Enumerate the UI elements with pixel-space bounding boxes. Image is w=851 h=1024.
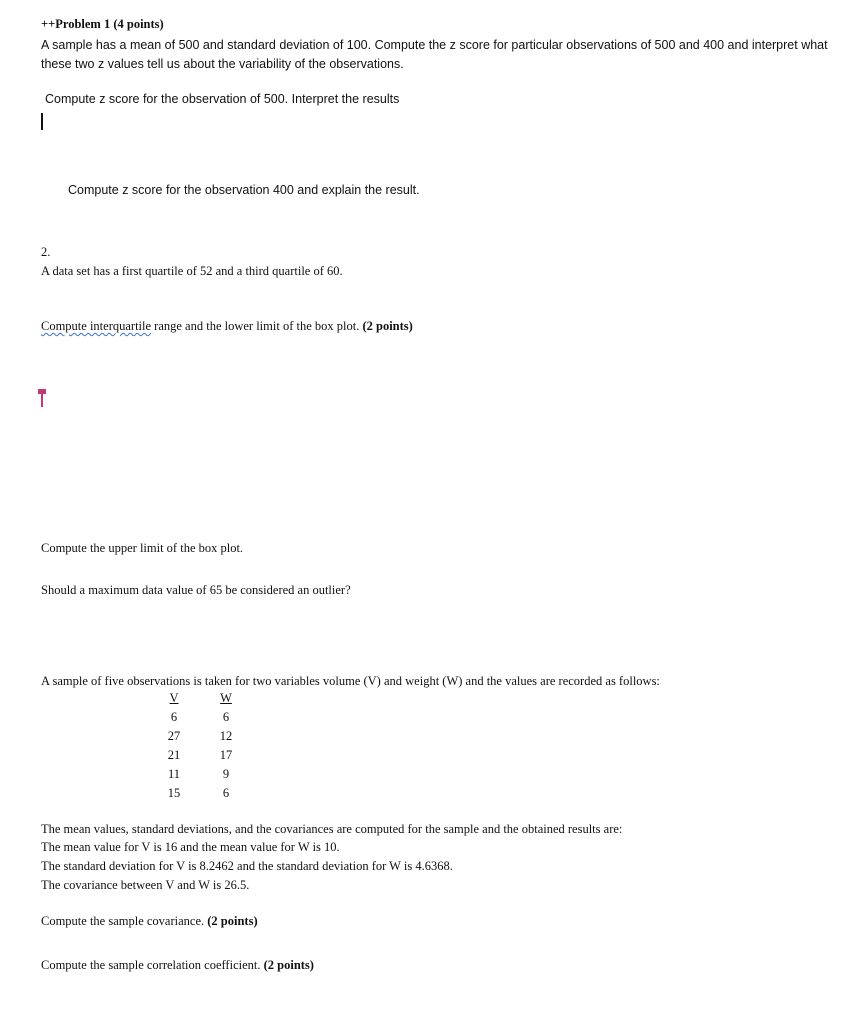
table-cell-w: 17 [219, 748, 233, 762]
results-line-3: The standard deviation for V is 8.2462 and the standard deviation for W is 4.6368. [41, 859, 453, 873]
table-header-w: W [220, 690, 232, 705]
table-cell-w: 12 [219, 729, 233, 743]
problem2-question-2: Compute the upper limit of the box plot. [41, 541, 244, 555]
text-cursor-marker[interactable] [38, 389, 46, 407]
results-line-1: The mean values, standard deviations, and the covariances are computed for the sample and the obtained results are: [41, 822, 623, 836]
problem2-statement: A data set has a first quartile of 52 and a third quartile of 60. [41, 264, 343, 278]
table-row [155, 727, 259, 746]
table-cell-v: 6 [170, 710, 178, 724]
problem2-question-1-text: range and the lower limit of the box plot. [151, 319, 363, 333]
text-cursor[interactable] [41, 113, 43, 130]
table-cell-v: 27 [167, 729, 181, 743]
misspelled-word[interactable]: Compute interquartile [41, 319, 152, 333]
table-row [155, 708, 259, 727]
problem1-question-2: Compute z score for the observation 400 and explain the result. [68, 183, 420, 197]
table-cell-w: 6 [222, 710, 230, 724]
table-header-row [155, 688, 259, 708]
problem3-intro: A sample of five observations is taken for two variables volume (V) and weight (W) and the values are recorded as follows: [41, 674, 660, 688]
table-row [155, 746, 259, 765]
table-cell-w: 9 [222, 767, 230, 781]
problem2-question-1 [41, 319, 413, 334]
problem2-number: 2. [41, 245, 51, 259]
table-cell-w: 6 [222, 786, 230, 800]
table-cell-v: 21 [167, 748, 181, 762]
problem2-question-1-points: (2 points) [362, 319, 413, 333]
problem1-statement: A sample has a mean of 500 and standard deviation of 100. Compute the z score for particular observations of 500 and 400 and interpret what these two z values tell us about the variability of the observations. [41, 38, 828, 71]
table-row [155, 784, 259, 803]
problem3-question-2-text: Compute the sample correlation coefficient. [41, 958, 264, 972]
problem1-heading: ++Problem 1 (4 points) [41, 17, 164, 31]
data-table [155, 688, 259, 803]
table-row [155, 765, 259, 784]
problem3-question-1-text: Compute the sample covariance. [41, 914, 208, 928]
problem3-question-1 [41, 914, 258, 929]
problem2-question-3: Should a maximum data value of 65 be considered an outlier? [41, 583, 351, 597]
problem3-question-1-points: (2 points) [207, 914, 258, 928]
table-header-v: V [169, 690, 179, 705]
results-line-2: The mean value for V is 16 and the mean value for W is 10. [41, 840, 340, 854]
problem1-question-1: Compute z score for the observation of 500. Interpret the results [45, 92, 400, 106]
results-line-4: The covariance between V and W is 26.5. [41, 878, 250, 892]
table-cell-v: 15 [167, 786, 181, 800]
table-cell-v: 11 [167, 767, 181, 781]
problem3-question-2 [41, 958, 314, 973]
problem3-question-2-points: (2 points) [263, 958, 314, 972]
